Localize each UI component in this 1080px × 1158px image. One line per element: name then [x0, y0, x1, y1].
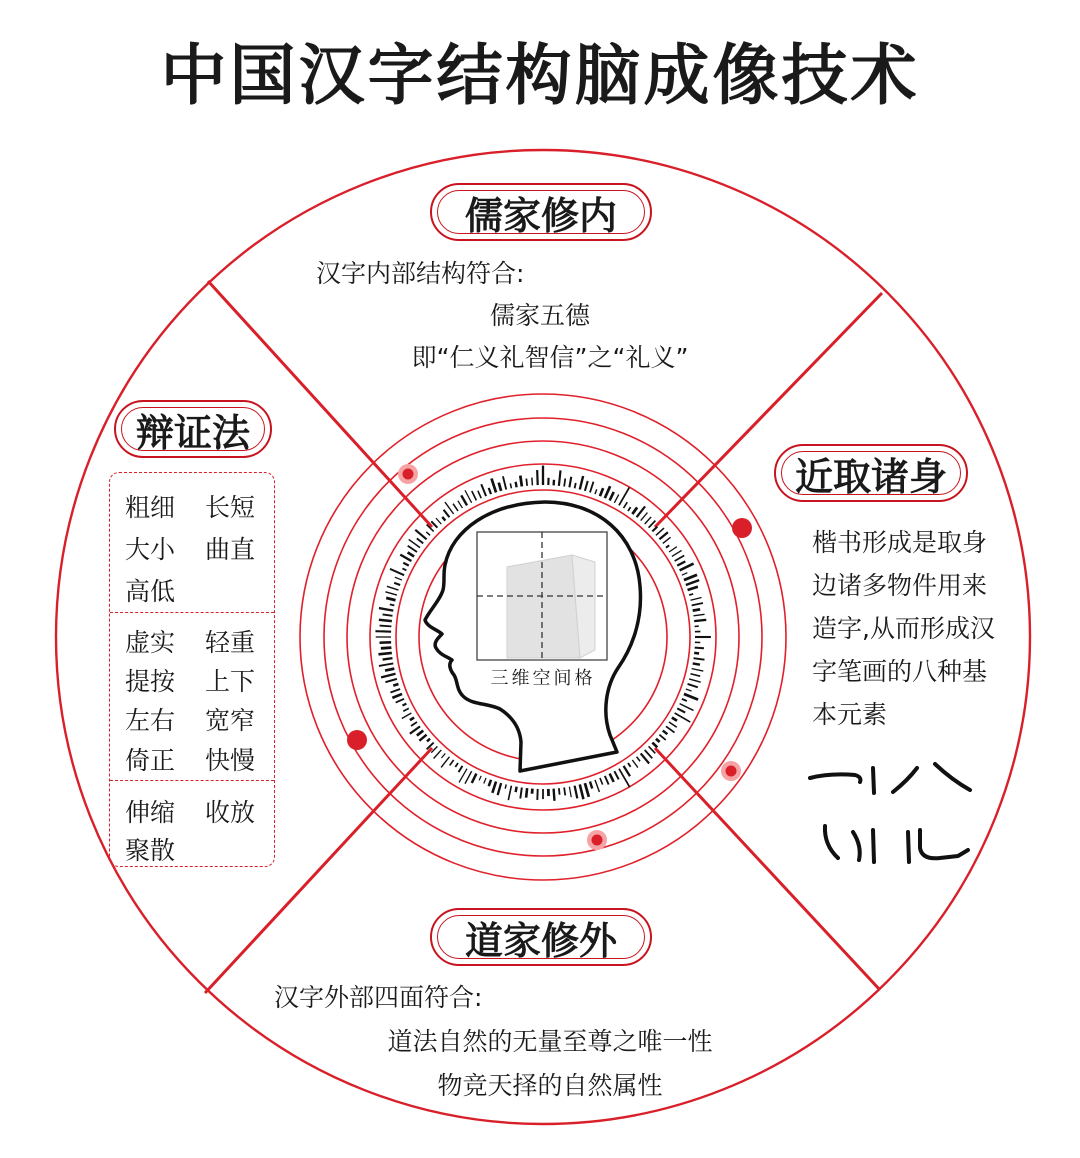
tick-mark	[436, 518, 441, 524]
tick-mark	[689, 679, 701, 682]
tick-mark	[564, 479, 565, 487]
tick-mark	[417, 538, 423, 543]
tick-mark	[693, 663, 700, 664]
tick-mark	[419, 735, 426, 741]
tick-mark	[472, 491, 477, 500]
tick-mark	[693, 609, 700, 610]
tick-mark	[386, 598, 395, 600]
tick-mark	[614, 495, 618, 503]
tick-mark	[624, 766, 630, 776]
tick-mark	[381, 674, 395, 678]
tick-mark	[395, 577, 402, 580]
tick-mark	[385, 679, 396, 682]
tick-mark	[649, 746, 656, 753]
tick-mark	[380, 626, 392, 627]
tick-mark	[375, 631, 391, 632]
tick-mark	[379, 608, 393, 611]
stroke-na	[935, 764, 970, 790]
eight-basic-strokes-icon	[810, 764, 970, 862]
tick-mark	[516, 482, 517, 488]
tick-mark	[645, 517, 651, 524]
tick-mark	[465, 771, 472, 783]
tick-mark	[410, 718, 414, 721]
label-left-badge	[114, 400, 272, 458]
tick-mark	[396, 699, 404, 703]
dialectics-separator	[110, 780, 274, 781]
tick-mark	[575, 786, 578, 799]
top-text-line: 即“仁义礼智信”之“礼义”	[411, 343, 689, 372]
tick-mark	[510, 483, 511, 488]
tick-mark	[444, 510, 450, 517]
tick-mark	[600, 778, 603, 785]
tick-mark	[385, 592, 396, 595]
tick-mark	[688, 684, 698, 687]
tick-mark	[677, 708, 685, 712]
tick-mark	[694, 658, 705, 660]
dialectics-box	[109, 472, 275, 867]
tick-mark	[387, 586, 399, 590]
label-bottom-badge	[430, 908, 652, 966]
tick-mark	[441, 757, 449, 768]
dialectics-term: 长短	[205, 493, 256, 522]
dialectics-term: 伸缩	[125, 798, 176, 827]
tick-mark	[614, 771, 618, 779]
tick-mark	[682, 699, 687, 701]
stroke-ti	[825, 826, 838, 858]
tick-mark	[379, 620, 392, 621]
tick-mark	[489, 780, 491, 786]
dialectics-term: 快慢	[205, 746, 256, 775]
dialectics-term: 虚实	[125, 628, 176, 657]
orbit-dot	[732, 518, 752, 538]
right-text-line: 楷书形成是取身	[812, 528, 988, 557]
tick-mark	[459, 766, 463, 772]
tick-mark	[605, 776, 609, 785]
stroke-heng	[810, 774, 860, 782]
tick-mark	[393, 684, 398, 686]
tick-mark	[590, 482, 593, 493]
orbit-dot	[592, 835, 603, 846]
tick-mark	[652, 743, 657, 748]
tick-mark	[628, 507, 631, 511]
tick-mark	[520, 788, 522, 799]
tick-mark	[610, 492, 614, 500]
tick-mark	[688, 587, 698, 590]
label-right: 近取诸身	[794, 454, 947, 499]
tick-mark	[394, 583, 400, 585]
dialectics-term: 左右	[125, 706, 176, 735]
tick-mark	[659, 735, 665, 740]
stroke-gou	[908, 830, 968, 862]
tick-mark	[390, 569, 404, 575]
tick-mark	[690, 597, 701, 600]
orbit-dot	[403, 469, 414, 480]
stroke-shu2	[873, 830, 874, 862]
tick-mark	[641, 513, 648, 521]
tick-mark	[656, 739, 660, 742]
tick-mark	[383, 614, 393, 615]
tick-mark	[632, 507, 637, 514]
right-text-line: 本元素	[812, 700, 888, 729]
tick-mark	[403, 708, 409, 711]
stroke-pie	[893, 768, 917, 792]
tick-mark	[465, 490, 472, 503]
tick-mark	[659, 532, 667, 539]
label-bottom: 道家修外	[464, 918, 617, 963]
tick-mark	[684, 694, 698, 700]
stroke-dian	[853, 832, 860, 860]
grid-label: 三维空间格	[490, 668, 596, 689]
dialectics-term: 聚散	[125, 836, 176, 865]
tick-mark	[641, 753, 649, 763]
tick-mark	[559, 788, 560, 795]
tick-mark	[600, 488, 603, 496]
dialectics-term: 倚正	[125, 746, 176, 775]
dialectics-separator	[110, 612, 274, 613]
dialectics-term: 宽窄	[205, 706, 256, 735]
right-text-line: 边诸多物件用来	[812, 571, 988, 600]
tick-mark	[532, 478, 533, 486]
right-text-line: 造字,从而形成汉	[812, 614, 995, 643]
tick-mark	[580, 784, 584, 799]
tick-mark	[508, 786, 511, 800]
tick-mark	[585, 783, 589, 797]
tick-mark	[441, 753, 445, 758]
tick-mark	[690, 674, 700, 676]
tick-mark	[481, 484, 486, 496]
tick-mark	[537, 470, 538, 485]
bottom-text-line: 汉字外部四面符合:	[274, 983, 483, 1012]
top-text-line: 汉字内部结构符合:	[316, 259, 525, 288]
tick-mark	[610, 774, 614, 782]
tick-mark	[672, 718, 677, 721]
tick-mark	[628, 763, 631, 767]
tick-mark	[492, 782, 496, 793]
tick-mark	[450, 760, 454, 765]
tick-mark	[695, 648, 704, 649]
tick-mark	[694, 614, 705, 616]
tick-mark	[442, 517, 445, 521]
dialectics-term: 轻重	[205, 628, 256, 657]
tick-mark	[669, 547, 677, 552]
tick-mark	[516, 787, 517, 792]
tick-mark	[669, 722, 677, 727]
tick-mark	[403, 563, 408, 566]
tick-mark	[390, 689, 400, 693]
dialectics-term: 高低	[125, 577, 176, 606]
divider-bottom-right	[655, 748, 880, 990]
tick-mark	[498, 783, 501, 795]
tick-mark	[402, 704, 406, 706]
tick-mark	[666, 726, 675, 732]
orbit-dot	[726, 766, 737, 777]
tick-mark	[672, 550, 682, 556]
tick-mark	[692, 669, 704, 671]
tick-mark	[378, 653, 391, 654]
grid-cube-face	[507, 555, 580, 658]
tick-mark	[484, 778, 486, 784]
tick-mark	[689, 594, 693, 595]
tick-mark	[645, 750, 653, 758]
tick-mark	[434, 750, 442, 759]
tick-mark	[499, 483, 501, 491]
tick-mark	[580, 476, 583, 489]
stroke-shu	[873, 768, 874, 793]
tick-mark	[383, 658, 393, 659]
tick-mark	[663, 537, 671, 543]
tick-mark	[569, 787, 571, 797]
tick-mark	[694, 620, 706, 621]
label-top-badge	[430, 183, 652, 241]
tick-mark	[680, 704, 694, 711]
tick-mark	[408, 546, 417, 552]
tick-mark	[559, 470, 561, 485]
tick-mark	[478, 491, 481, 498]
tick-mark	[526, 479, 527, 486]
tick-mark	[415, 530, 426, 539]
tick-mark	[585, 481, 588, 491]
tick-mark	[505, 784, 506, 788]
tick-mark	[390, 604, 395, 605]
tick-mark	[392, 694, 402, 698]
dialectics-term: 收放	[205, 798, 256, 827]
tick-mark	[381, 648, 392, 649]
tick-mark	[605, 486, 610, 498]
three-d-grid	[477, 532, 607, 660]
label-left: 辩证法	[135, 410, 250, 455]
dialectics-term: 提按	[125, 667, 176, 696]
tick-mark	[492, 479, 497, 493]
tick-mark	[400, 555, 411, 561]
tick-mark	[526, 788, 527, 797]
tick-mark	[455, 763, 458, 767]
tick-mark	[489, 488, 491, 494]
dialectics-term: 曲直	[205, 535, 256, 564]
tick-mark	[692, 603, 703, 605]
tick-mark	[402, 713, 412, 718]
tick-mark	[554, 789, 555, 801]
tick-mark	[411, 722, 417, 726]
tick-mark	[624, 502, 628, 508]
tick-mark	[590, 782, 592, 789]
tick-mark	[632, 760, 638, 768]
tick-mark	[379, 663, 393, 666]
tick-mark	[677, 561, 685, 565]
tick-mark	[663, 731, 668, 735]
tick-mark	[666, 545, 669, 547]
tick-mark	[458, 501, 463, 508]
tick-mark	[402, 568, 406, 570]
label-top: 儒家修内	[464, 193, 617, 238]
tick-mark	[472, 774, 477, 783]
tick-mark	[680, 564, 694, 571]
bottom-text-line: 道法自然的无量至尊之唯一性	[387, 1027, 713, 1056]
tick-mark	[479, 776, 481, 781]
tick-mark	[520, 476, 522, 487]
tick-mark	[385, 669, 394, 671]
tick-mark	[675, 555, 685, 561]
tick-mark	[652, 527, 657, 532]
tick-mark	[637, 757, 640, 761]
tick-mark	[682, 573, 687, 575]
dialectics-term: 大小	[125, 535, 176, 564]
tick-mark	[649, 521, 656, 528]
tick-mark	[686, 689, 692, 691]
right-text-line: 字笔画的八种基	[812, 657, 988, 686]
tick-mark	[427, 739, 430, 742]
tick-mark	[595, 489, 597, 494]
dialectics-term: 上下	[205, 667, 256, 696]
tick-mark	[417, 731, 423, 736]
tick-mark	[569, 477, 571, 488]
dialectics-term: 粗细	[125, 493, 176, 522]
tick-mark	[575, 483, 576, 488]
tick-mark	[461, 495, 467, 505]
tick-mark	[426, 532, 430, 535]
page-title: 中国汉字结构脑成像技术	[160, 37, 920, 114]
tick-mark	[686, 580, 699, 585]
tick-mark	[694, 653, 699, 654]
tick-mark	[684, 575, 697, 580]
tick-mark	[453, 504, 458, 511]
tick-mark	[595, 780, 599, 792]
bottom-text-line: 物竞天择的自然属性	[437, 1071, 663, 1100]
orbit-dot	[347, 730, 367, 750]
tick-mark	[503, 476, 506, 489]
tick-mark	[564, 788, 565, 796]
label-right-badge	[774, 444, 968, 502]
tick-mark	[656, 528, 664, 535]
tick-mark	[408, 552, 415, 556]
top-text-line: 儒家五德	[489, 301, 590, 330]
